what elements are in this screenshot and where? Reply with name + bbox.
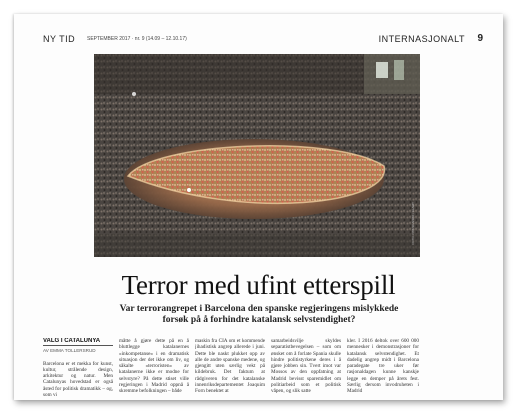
- body-column-2: [119, 338, 189, 400]
- body-text: Barcelona er et mekka for kunst, kultur, strålende design, arkitektur og natur. Men Catalunyas hovedstad er også åsted for politisk dramatikk – og, som vi: [43, 360, 113, 399]
- byline: AV EMMA TOLLERSRUD: [43, 348, 96, 354]
- body-column-4: [271, 338, 341, 400]
- body-text: maskin fra CIA om et kommende jihadistisk angrep allerede i juni. Dette ble naskt plukket opp av alle de andre spanske medene, og gjengitt uten særlig vekt på kildebruk. Det faktum at rådgiveren for det katalanske innenriksdepartementet Joaquim Forn benektet at: [195, 338, 265, 395]
- section-label: INTERNASJONALT: [378, 34, 465, 44]
- body-text: kler. I 2016 deltok over 600 000 mennesker i demonstrasjoner for katalansk selvstendighet. Et dadelig angrep midt i Barcelona paradegate tre uker før rasjonaldagen kunne kanskje legge en demper på årets fest. Særlig dersom invodruheten i Madrid: [347, 338, 419, 395]
- photo-credit: FOTO: NTB SCANPIX / ALAMY: [411, 202, 415, 245]
- page-number: 9: [477, 33, 483, 44]
- body-column-1: [43, 338, 113, 400]
- issue-info: SEPTEMBER 2017 · nr. 9 (14.09 – 12.10.17): [87, 36, 187, 42]
- masthead: NY TID: [43, 34, 76, 44]
- page-header: [43, 34, 483, 48]
- body-column-3: [195, 338, 265, 400]
- body-text: samarbeidsvilje skyldes separatistbevegelsen – som om ønsket om å forlate Spania skulle hindre politistyrkene deres i å gjøre jobben sin. Tvert imot var Mossos av den oppfatning at Madrid bevisst sparemidlet om politiarbeid som et politisk våpen, og slik satte: [271, 338, 341, 395]
- crowd-memorial-illustration: [94, 54, 420, 257]
- body-text: måtte å gjøre dette på en å bluttlegge katalanernes «inkompetanse» i en dramatisk situasjon der det ikke om liv, og såkalte «terroristen» av katalanerne ikke er modne for selvstyre? På dette stiset ville regjeringen i Madrid oppnå å skremme befolkningen – både: [119, 338, 189, 395]
- article-headline: Terror med ufint etterspill: [121, 270, 396, 300]
- magazine-page: [14, 14, 503, 400]
- article-body: [43, 338, 485, 400]
- article-standfirst: Var terrorangrepet i Barcelona den spanske regjeringens mislykkede forsøk på å forhindre katalansk selvstendighet?: [119, 304, 399, 325]
- topic-tag: VALG I CATALUNYA: [43, 338, 113, 346]
- memorial-photo: [94, 54, 420, 257]
- body-column-5: [347, 338, 419, 400]
